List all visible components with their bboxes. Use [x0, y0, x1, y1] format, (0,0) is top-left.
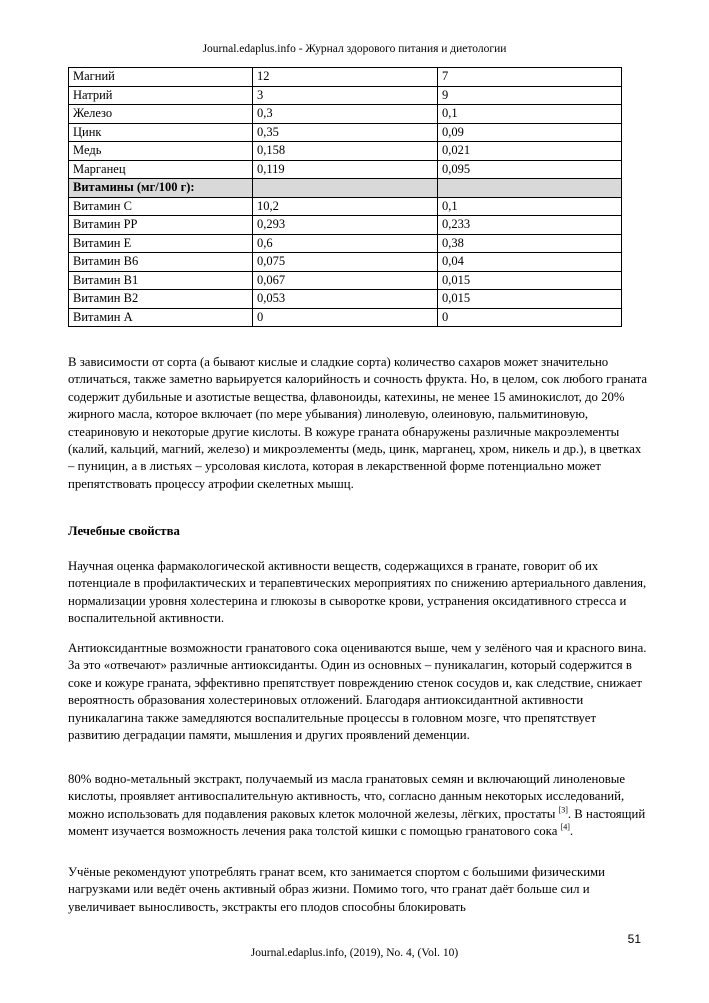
table-cell-name: Натрий	[69, 86, 253, 105]
text-span: 80% водно-метальный экстракт, получаемый из масла гранатовых семян и включающий линоленовые кислоты, проявляет антивоспалительную активность, что, согласно данным некоторых исследований, можно использовать для подавления раковых клеток молочной железы, лёгких, простаты	[68, 772, 626, 821]
table-row	[69, 68, 622, 87]
nutrient-table	[68, 67, 622, 327]
table-cell-value: 0,293	[253, 216, 438, 235]
table-cell-name: Железо	[69, 105, 253, 124]
table-cell-value: 0,38	[438, 234, 622, 253]
table-cell-value	[253, 179, 438, 198]
citation-ref: [3]	[558, 805, 568, 815]
table-cell-value: 3	[253, 86, 438, 105]
table-row	[69, 234, 622, 253]
page-header: Journal.edaplus.info - Журнал здорового питания и диетологии	[202, 43, 507, 55]
table-cell-value: 0,6	[253, 234, 438, 253]
table-cell-name: Цинк	[69, 123, 253, 142]
paragraph-sport	[68, 864, 648, 916]
table-cell-value: 12	[253, 68, 438, 87]
table-cell-value: 9	[438, 86, 622, 105]
text-span: .	[569, 824, 574, 839]
page-number: 51	[627, 932, 641, 946]
table-cell-value	[438, 179, 622, 198]
table-cell-value: 0,095	[438, 160, 622, 179]
table-cell-value: 0,021	[438, 142, 622, 161]
table-row	[69, 197, 622, 216]
table-cell-name: Витамины (мг/100 г):	[69, 179, 253, 198]
citation-ref: [4]	[560, 822, 570, 832]
table-cell-value: 0,09	[438, 123, 622, 142]
table-cell-value: 0,233	[438, 216, 622, 235]
table-cell-name: Марганец	[69, 160, 253, 179]
table-row	[69, 105, 622, 124]
table-cell-value: 0,067	[253, 271, 438, 290]
table-cell-name: Витамин С	[69, 197, 253, 216]
section-heading: Лечебные свойства	[68, 524, 180, 538]
table-cell-name: Витамин В6	[69, 253, 253, 272]
paragraph-composition	[68, 354, 648, 493]
paragraph-antioxidant	[68, 640, 648, 744]
table-cell-name: Витамин РР	[69, 216, 253, 235]
table-row	[69, 86, 622, 105]
table-row	[69, 160, 622, 179]
paragraph-text: Научная оценка фармакологической активности веществ, содержащихся в гранате, говорит об их потенциале в профилактических и терапевтических мероприятиях по снижению артериального давления, нормализации уровня холестерина и глюкозы в сыворотке крови, устранения оксидативного стресса и воспалительной активности.	[68, 559, 647, 626]
table-row	[69, 123, 622, 142]
text-span: . В настоящий момент изучается возможность лечения рака толстой кишки с помощью гранатового сока	[68, 806, 646, 839]
table-cell-value: 0,015	[438, 290, 622, 309]
page-footer: Journal.edaplus.info, (2019), No. 4, (Vol. 10)	[250, 947, 459, 959]
table-cell-value: 0,119	[253, 160, 438, 179]
table-cell-value: 0	[253, 308, 438, 327]
table-cell-value: 0,158	[253, 142, 438, 161]
paragraph-text: В зависимости от сорта (а бывают кислые и сладкие сорта) количество сахаров может значительно отличаться, также заметно варьируется калорийность и сочность фрукта. Но, в целом, сок любого граната содержит дубильные и азотистые вещества, флавоноиды, катехины, не менее 15 аминокислот, до 20% жирного масла, которое включает (по мере убывания) линолевую, олеиновую, пальмитиновую, стеариновую и некоторые другие кислоты. В кожуре граната обнаружены различные макроэлементы (калий, кальций, магний, железо) и микроэлементы (медь, цинк, марганец, хром, никель и др.), в цветках – пуницин, а в листьях – урсоловая кислота, которая в лекарственной форме потенциально может препятствовать процессу атрофии скелетных мышц.	[68, 355, 648, 491]
paragraph-extract	[68, 771, 648, 841]
table-cell-value: 0,075	[253, 253, 438, 272]
table-cell-name: Магний	[69, 68, 253, 87]
paragraph-scientific	[68, 558, 648, 628]
table-section-row	[69, 179, 622, 198]
table-cell-value: 0,3	[253, 105, 438, 124]
table-row	[69, 142, 622, 161]
paragraph-text: Учёные рекомендуют употреблять гранат всем, кто занимается спортом с большими физическими нагрузками или ведёт очень активный образ жизни. Помимо того, что гранат даёт больше сил и увеличивает выносливость, экстракты его плодов способны блокировать	[68, 865, 605, 914]
table-row	[69, 216, 622, 235]
table-row	[69, 271, 622, 290]
table-cell-name: Витамин В2	[69, 290, 253, 309]
table-cell-value: 0,1	[438, 197, 622, 216]
table-row	[69, 253, 622, 272]
table-cell-value: 0,35	[253, 123, 438, 142]
table-row	[69, 290, 622, 309]
paragraph-text: Антиоксидантные возможности гранатового сока оцениваются выше, чем у зелёного чая и красного вина. За это «отвечают» различные антиоксиданты. Один из основных – пуникалагин, который содержится в соке и кожуре граната, эффективно препятствует повреждению стенок сосудов и, как следствие, снижает вероятность образования холестериновых отложений. Благодаря антиоксидантной активности пуникалагина также замедляются воспалительные процессы в головном мозге, что препятствует развитию деградации памяти, мышления и других проявлений деменции.	[68, 641, 647, 743]
table-cell-value: 0,1	[438, 105, 622, 124]
table-cell-value: 0,04	[438, 253, 622, 272]
table-cell-name: Витамин Е	[69, 234, 253, 253]
table-cell-name: Витамин В1	[69, 271, 253, 290]
table-cell-value: 7	[438, 68, 622, 87]
table-cell-value: 0	[438, 308, 622, 327]
table-cell-name: Витамин А	[69, 308, 253, 327]
table-cell-value: 0,015	[438, 271, 622, 290]
table-cell-value: 0,053	[253, 290, 438, 309]
paragraph-text	[68, 771, 648, 841]
table-cell-name: Медь	[69, 142, 253, 161]
table-cell-value: 10,2	[253, 197, 438, 216]
table-row	[69, 308, 622, 327]
